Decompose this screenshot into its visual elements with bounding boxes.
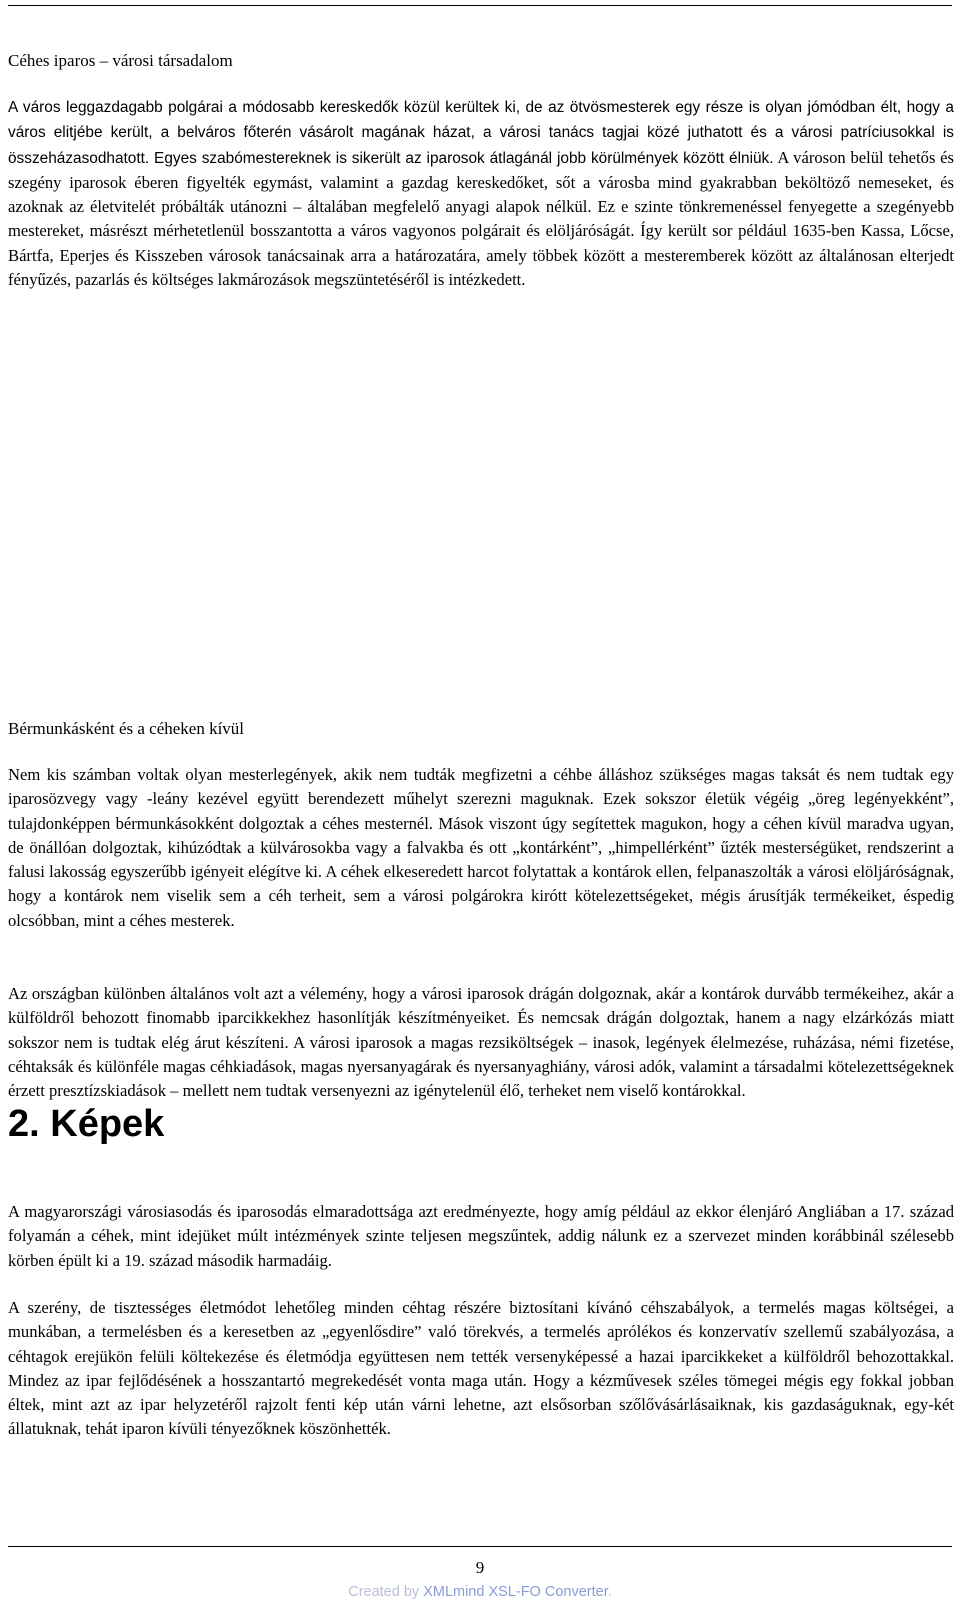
section-heading-kepek: 2. Képek bbox=[8, 1103, 165, 1145]
paragraph-ceh-sans-part: A város leggazdagabb polgárai a módosabb kereskedők közül kerültek ki, de az ötvösmesterek egy része is olyan jómódban élt, hogy a város elitjébe került, a belváros főterén vásárolt magának házat, a városi tanács tagjai közé juthatott és a városi patríciusokkal is összeházasodhatott. Egyes szabómestereknek is sikerült az iparosok átlagánál jobb körülmények között élniük. bbox=[8, 99, 954, 167]
section-heading-ceh: Céhes iparos – városi társadalom bbox=[8, 51, 233, 70]
paragraph-cehszabalyok: A szerény, de tisztességes életmódot lehetőleg minden céhtag részére biztosítani kívánó céhszabályok, a termelés magas költségei, a munkában, a termelésben és a keresetben az „egyenlősdire” való törekvés, a termelés aprólékos és konzervatív szellemű szabályozása, a céhtagok erejükön felüli költekezése és életmódja együttesen nem tették versenyképessé a hazai iparcikkeket a külföldről behozottakkal. Mindez az ipar fejlődésének a hosszantartó megrekedését vonta maga után. Hogy a kézművesek széles tömegei mégis egy fokkal jobban éltek, mint azt az ipar helyzetéről rajzolt fenti kép után várni lehetne, azt elsősorban szőlővásárlásaiknak, kis gazdaságuknak, egy-két állatuknak, tehát iparon kívüli tényezőknek köszönhették. bbox=[8, 1298, 954, 1439]
bottom-rule bbox=[8, 1546, 952, 1547]
converter-credit bbox=[0, 1583, 960, 1601]
section-heading-bermunkas: Bérmunkásként és a céheken kívül bbox=[8, 719, 245, 738]
paragraph-mesterlegenyek: Nem kis számban voltak olyan mesterlegények, akik nem tudták megfizetni a céhbe álláshoz szükséges magas taksát és nem tudtak egy iparosözvegy vagy -leány kezével együtt berendezett műhelyt szerezni maguknak. Ezek sokszor életük végéig „öreg legényekként”, tulajdonképpen bérmunkásokként dolgoztak a céhes mesternél. Mások viszont úgy segítettek magukon, hogy a céhen kívül maradva ugyan, de önállóan dolgoztak, kihúzódtak a külvárosokba vagy a falvakba és ott „kontárként”, „himpellérként” űzték mesterségüket, rendszerint a falusi lakosság egyszerűbb igényeit elégítve ki. A céhek elkeseredett harcot folytattak a kontárok ellen, felpanaszolták a városi elöljáróságnak, hogy a kontárok nem viselik sem a céh terheit, sem a városi polgárokra kirótt kötelezettségeket, mégis árusítják termékeiket, éspedig olcsóbban, mint a céhes mesterek. bbox=[8, 765, 954, 930]
page-number: 9 bbox=[475, 1558, 485, 1577]
paragraph-varosiasodas: A magyarországi városiasodás és iparosodás elmaradottsága azt eredményezte, hogy amíg például az ekkor élenjáró Angliában a 17. század folyamán a céhek, mint idejüket múlt intézmények szinte teljesen megszűntek, addig nálunk ez a szervezet minden korábbinál szélesebb körben épült ki a 19. század második harmadáig. bbox=[8, 1202, 954, 1270]
paragraph-dragan-dolgoztak: Az országban különben általános volt azt a vélemény, hogy a városi iparosok drágán dolgoznak, akár a kontárok durvább termékeihez, akár a külföldről behozott finomabb iparcikkekhez hasonlítják készítményeiket. És nemcsak drágán dolgoztak, hanem a nagy elzárkózás miatt sokszor nem is tudtak elég árut készíteni. A városi iparosok a magas rezsiköltségek – inasok, legények élelmezése, ruházása, némi fizetése, céhtaksák és különféle magas céhkiadások, magas nyersanyagárak és nyersanyaghiány, városi adók, valamint a társadalmi kötelezettségeknek érzett presztízskiadások – mellett nem tudtak versenyezni az igénytelenül élő, terheket nem viselő kontárokkal. bbox=[8, 984, 954, 1101]
credit-brand-link[interactable]: XMLmind XSL-FO Converter bbox=[423, 1584, 608, 1600]
credit-period: . bbox=[607, 1584, 612, 1600]
top-rule bbox=[8, 5, 952, 6]
credit-prefix: Created by bbox=[348, 1584, 424, 1600]
paragraph-ceh-intro bbox=[8, 95, 954, 292]
paragraph-ceh-serif-part: A városon belül tehetős és szegény iparosok éberen figyelték egymást, valamint a gazdag kereskedőket, sőt a városba mind gyakrabban beköltöző nemeseket, és azoknak az életvitelét próbálták utánozni – általában megfelelő anyagi alapok nélkül. Ez e szinte tönkremenéssel fenyegette a szegényebb mestereket, másrészt mérhetetlenül bosszantotta a város vagyonos polgárait és elöljáróságát. Így került sor például 1635-ben Kassa, Lőcse, Bártfa, Eperjes és Kisszeben városok tanácsainak arra a határozatára, amely többek között a mesteremberek között az általánosan elterjedt fényűzés, pazarlás és költséges lakmározások megszüntetéséről is intézkedett. bbox=[8, 147, 954, 290]
